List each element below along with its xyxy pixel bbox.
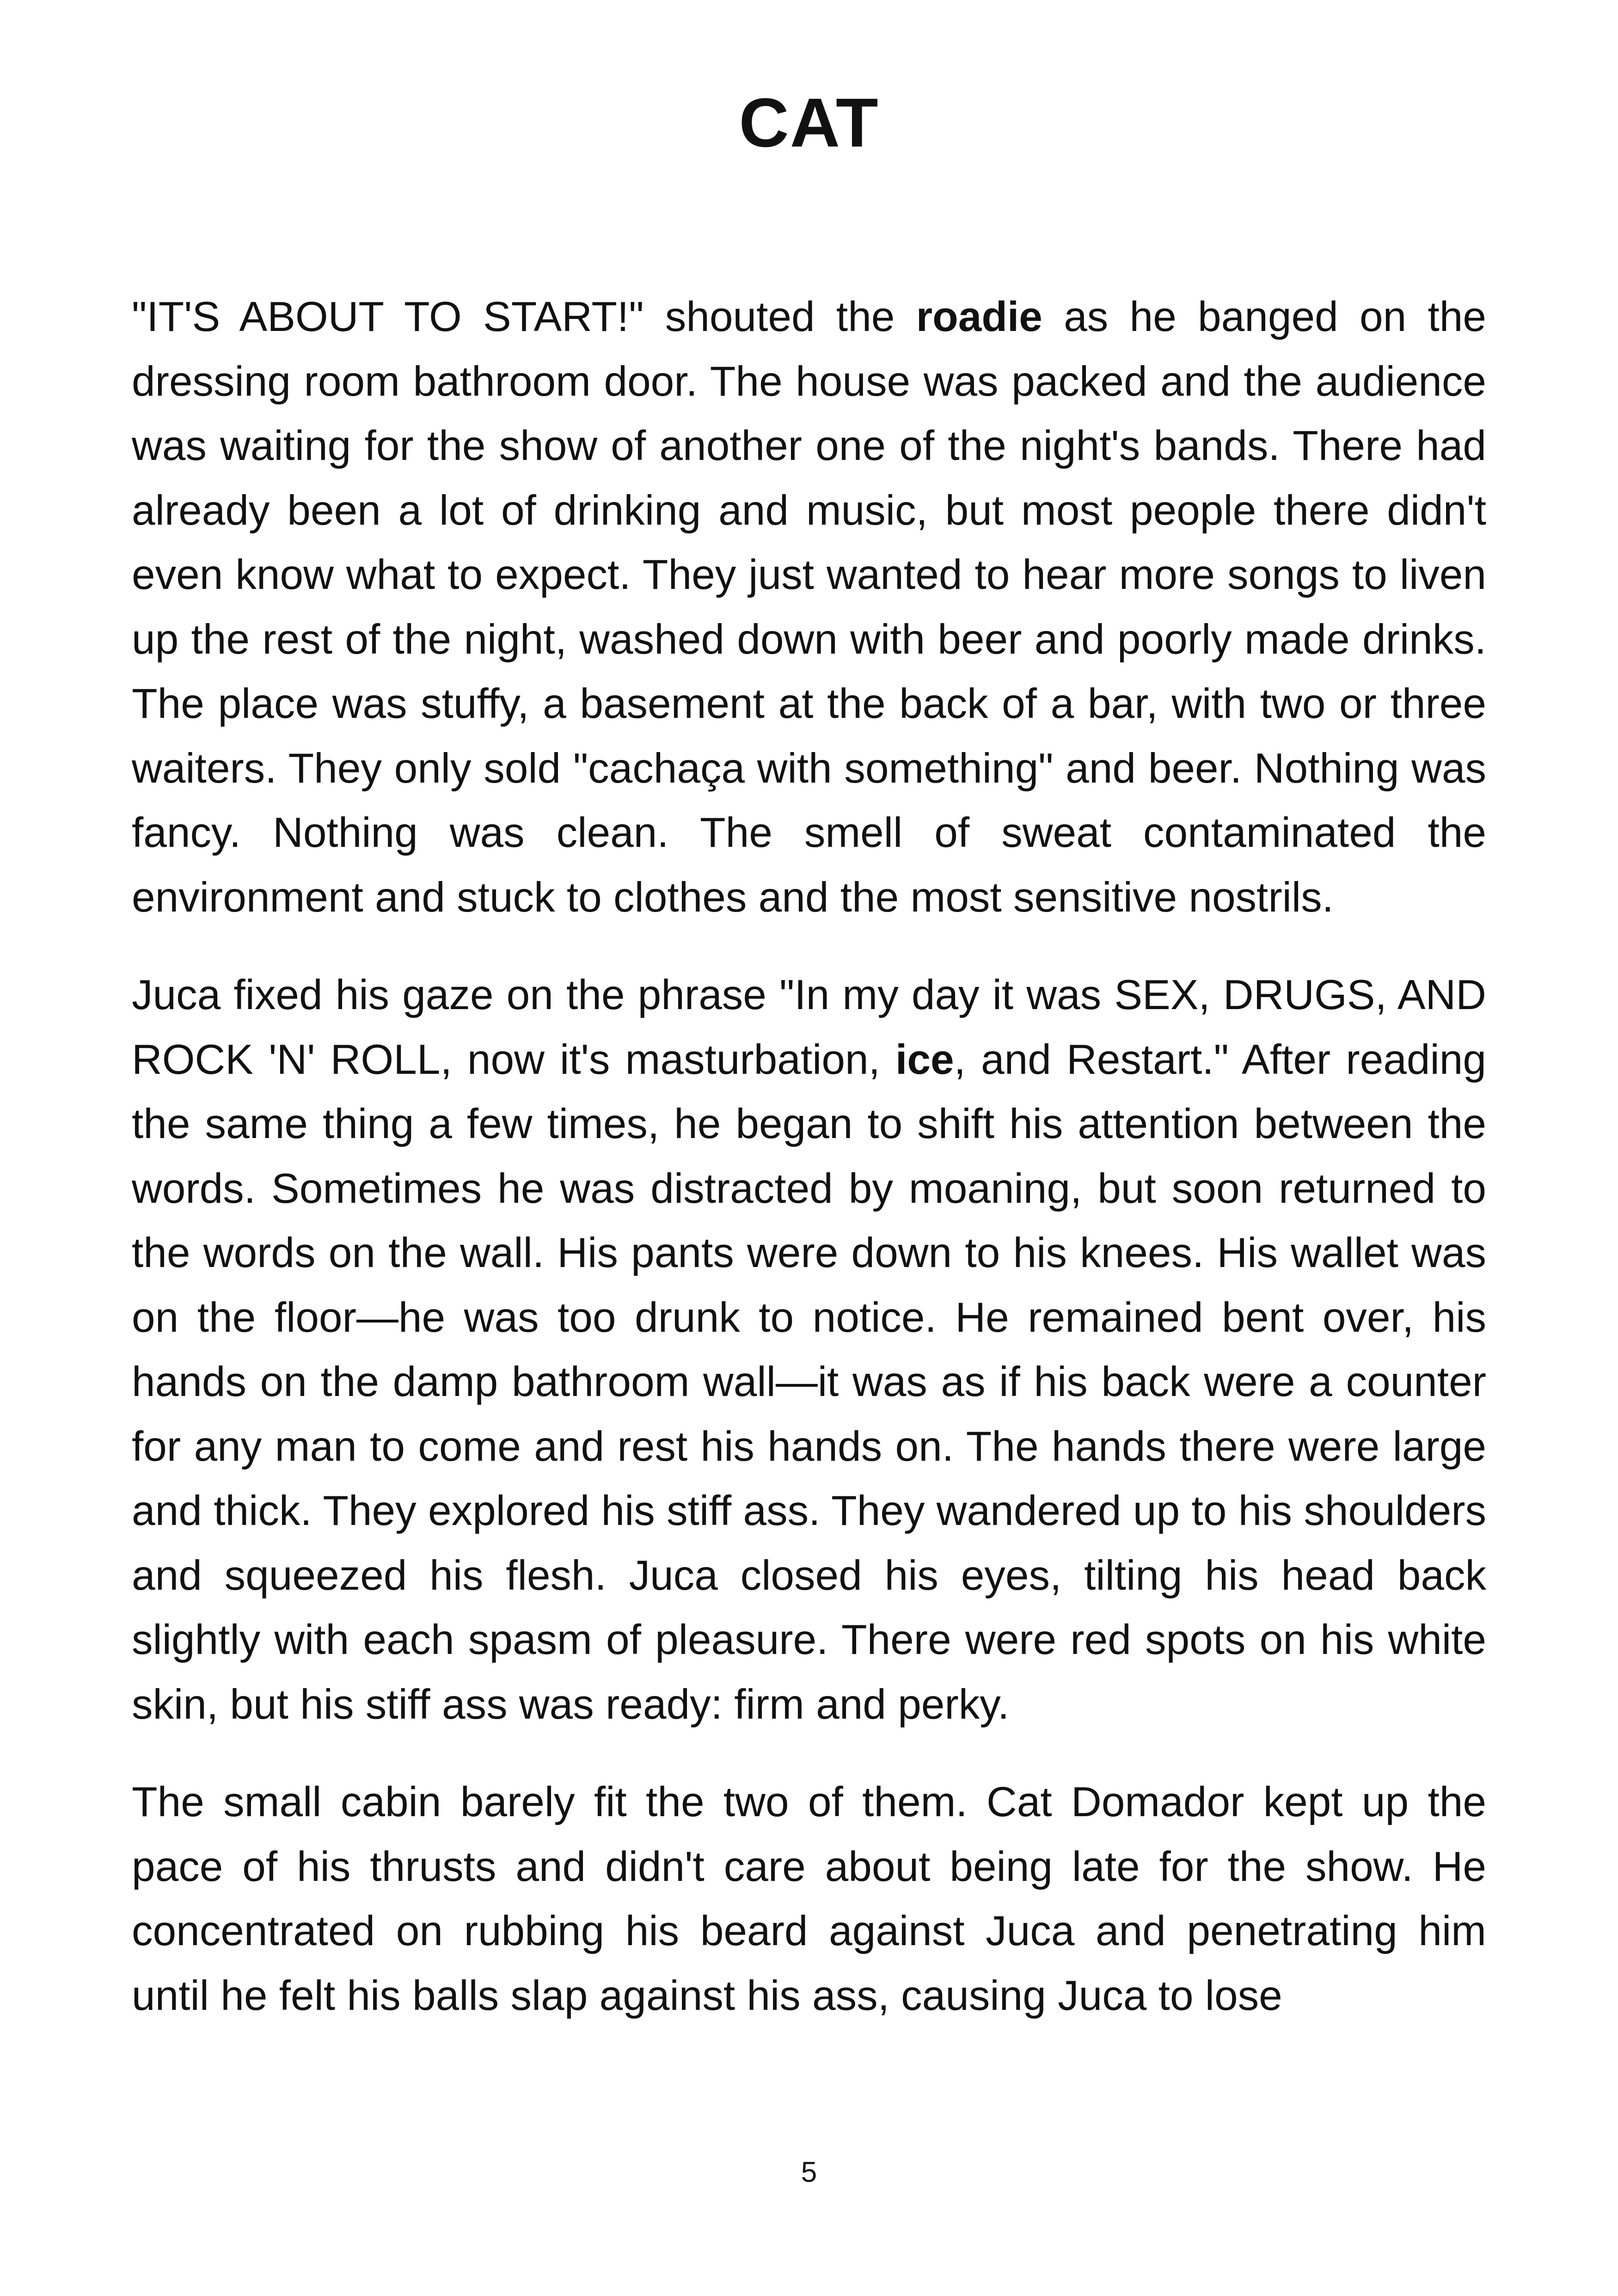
text-run: The small cabin barely fit the two of them. Cat Domador kept up the pace of his thrusts and didn't care about being late for the show. He concentrated on rubbing his beard against Juca and penetrating him until he felt his balls slap against his ass, causing Juca to lose: [132, 1779, 1486, 2019]
text-run: as he banged on the dressing room bathroom door. The house was packed and the audience was waiting for the show of another one of the night's bands. There had already been a lot of drinking and music, but most people there didn't even know what to expect. They just wanted to hear more songs to liven up the rest of the night, washed down with beer and poorly made drinks. The place was stuffy, a basement at the back of a bar, with two or three waiters. They only sold "cachaça with something" and beer. Nothing was fancy. Nothing was clean. The smell of sweat contaminated the environment and stuck to clothes and the most sensitive nostrils.: [132, 294, 1487, 921]
text-run: Juca fixed his gaze on the phrase "In my day it was SEX, DRUGS, AND ROCK 'N' ROLL, now it's masturbation,: [132, 972, 1486, 1083]
paragraph-2: [132, 963, 1486, 1737]
page-number: 5: [801, 2156, 817, 2188]
text-run: "IT'S ABOUT TO START!" shouted the: [132, 294, 916, 340]
bold-term: roadie: [916, 294, 1042, 340]
body-text: [132, 285, 1486, 2061]
bold-term: ice: [895, 1036, 954, 1083]
chapter-title: CAT: [739, 84, 879, 161]
text-run: , and Restart." After reading the same thing a few times, he began to shift his attention between the words. Sometimes he was distracted by moaning, but soon returned to the words on the wall. His pants were down to his knees. His wallet was on the floor—he was too drunk to notice. He remained bent over, his hands on the damp bathroom wall—it was as if his back were a counter for any man to come and rest his hands on. The hands there were large and thick. They explored his stiff ass. They wandered up to his shoulders and squeezed his flesh. Juca closed his eyes, tilting his head back slightly with each spasm of pleasure. There were red spots on his white skin, but his stiff ass was ready: firm and perky.: [132, 1036, 1486, 1728]
paragraph-3: [132, 1770, 1486, 2028]
paragraph-1: [132, 285, 1486, 930]
